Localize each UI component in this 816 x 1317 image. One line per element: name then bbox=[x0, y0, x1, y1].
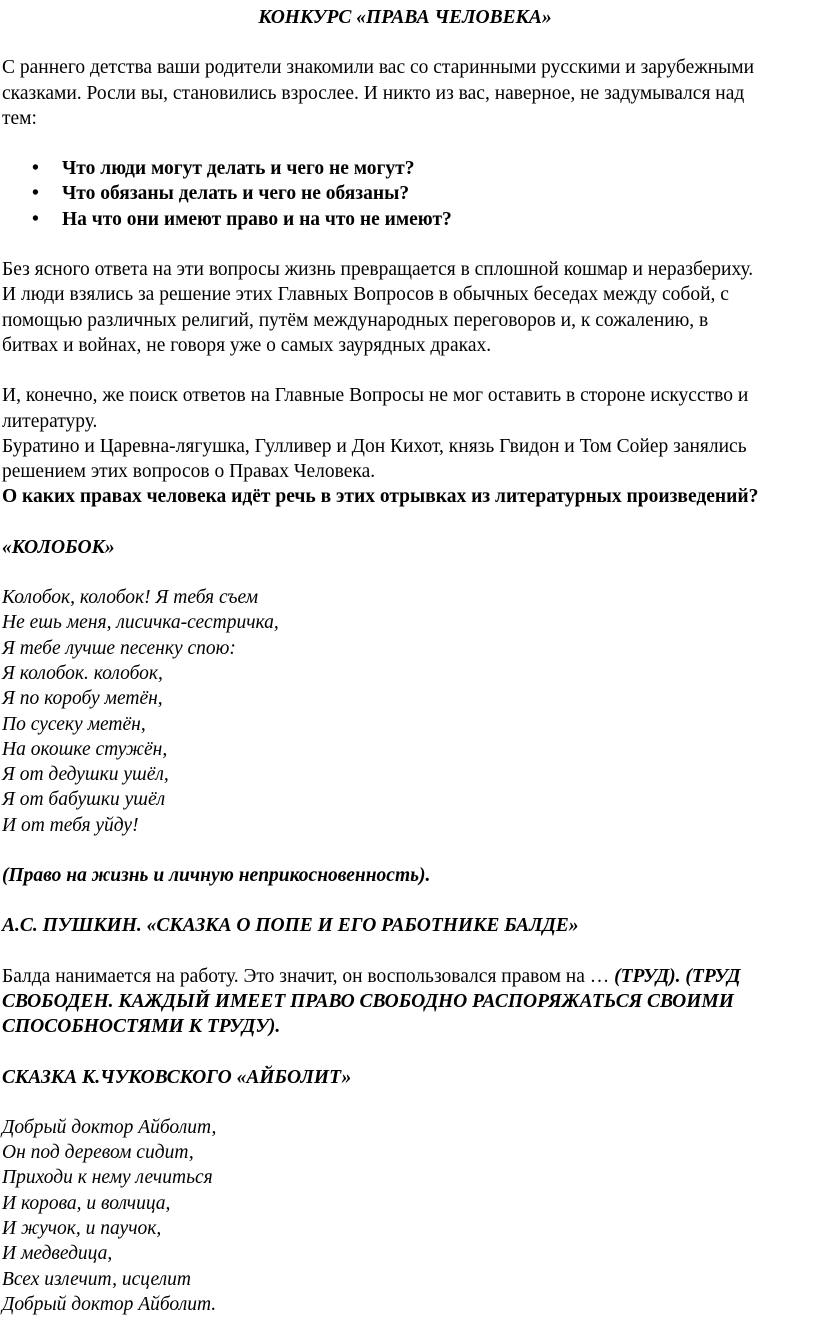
poem-line: Всех излечит, исцелит bbox=[2, 1268, 192, 1290]
paragraph-line: Буратино и Царевна-лягушка, Гулливер и Дон Кихот, князь Гвидон и Том Сойер занялись bbox=[2, 435, 747, 457]
poem-line: Я колобок. колобок, bbox=[2, 662, 163, 684]
poem-line: И жучок, и паучок, bbox=[2, 1217, 162, 1239]
page-title: КОНКУРС «ПРАВА ЧЕЛОВЕКА» bbox=[258, 7, 552, 28]
paragraph-line: Без ясного ответа на эти вопросы жизнь превращается в сплошной кошмар и неразбериху. bbox=[2, 259, 754, 281]
poem-line: Приходи к нему лечиться bbox=[2, 1167, 213, 1189]
paragraph-chaos bbox=[2, 257, 808, 358]
aibolit-heading: СКАЗКА К.ЧУКОВСКОГО «АЙБОЛИТ» bbox=[2, 1066, 352, 1088]
poem-line: По сусеку метён, bbox=[2, 713, 146, 735]
intro-paragraph bbox=[2, 55, 808, 131]
list-item bbox=[32, 156, 808, 181]
kolobok-answer: (Право на жизнь и личную неприкосновенность). bbox=[2, 865, 431, 887]
pushkin-heading: А.С. ПУШКИН. «СКАЗКА О ПОПЕ И ЕГО РАБОТНИКЕ БАЛДЕ» bbox=[2, 915, 579, 937]
paragraph-line: литературу. bbox=[2, 410, 98, 432]
poem-line: И корова, и волчица, bbox=[2, 1192, 171, 1214]
paragraph-line: И, конечно, же поиск ответов на Главные Вопросы не мог оставить в стороне искусство и bbox=[2, 385, 749, 407]
poem-line: Он под деревом сидит, bbox=[2, 1142, 194, 1164]
kolobok-heading: «КОЛОБОК» bbox=[2, 536, 115, 558]
pushkin-answer-line: СПОСОБНОСТЯМИ К ТРУДУ). bbox=[2, 1016, 281, 1038]
pushkin-text: Балда нанимается на работу. Это значит, он воспользовался правом на … bbox=[2, 965, 615, 987]
poem-line: Я тебе лучше песенку спою: bbox=[2, 637, 236, 659]
pushkin-answer: (ТРУД). (ТРУД bbox=[614, 965, 741, 987]
poem-line: Я от дедушки ушёл, bbox=[2, 764, 169, 786]
paragraph-line: И люди взялись за решение этих Главных Вопросов в обычных беседах между собой, с bbox=[2, 284, 729, 306]
pushkin-line bbox=[2, 964, 808, 989]
list-item bbox=[32, 207, 808, 232]
poem-line: И медведица, bbox=[2, 1243, 113, 1265]
paragraph-line: битвах и войнах, не говоря уже о самых заурядных драках. bbox=[2, 334, 492, 356]
poem-line: Не ешь меня, лисичка-сестричка, bbox=[2, 612, 279, 634]
intro-line: тем: bbox=[2, 107, 37, 129]
question-text: На что они имеют право и на что не имеют? bbox=[62, 208, 452, 230]
poem-line: Я по коробу метён, bbox=[2, 688, 163, 710]
list-item bbox=[32, 181, 808, 206]
poem-line: Добрый доктор Айболит, bbox=[2, 1116, 217, 1138]
pushkin-paragraph bbox=[2, 964, 808, 1040]
poem-line: Добрый доктор Айболит. bbox=[2, 1293, 217, 1315]
poem-line: На окошке стужён, bbox=[2, 738, 168, 760]
questions-list bbox=[2, 156, 808, 232]
bullet-icon: • bbox=[32, 158, 39, 180]
poem-line: Колобок, колобок! Я тебя съем bbox=[2, 587, 259, 609]
question-text: Что люди могут делать и чего не могут? bbox=[62, 158, 415, 180]
bullet-icon: • bbox=[32, 208, 39, 230]
paragraph-line: помощью различных религий, путём международных переговоров и, к сожалению, в bbox=[2, 309, 709, 331]
kolobok-poem bbox=[2, 585, 808, 838]
question-text: Что обязаны делать и чего не обязаны? bbox=[62, 183, 410, 205]
aibolit-poem bbox=[2, 1115, 808, 1317]
paragraph-literature bbox=[2, 383, 808, 484]
intro-line: сказками. Росли вы, становились взрослее. И никто из вас, наверное, не задумывался над bbox=[2, 82, 745, 104]
pushkin-answer-line: СВОБОДЕН. КАЖДЫЙ ИМЕЕТ ПРАВО СВОБОДНО РАСПОРЯЖАТЬСЯ СВОИМИ bbox=[2, 990, 734, 1012]
intro-line: С раннего детства ваши родители знакомили вас со старинными русскими и зарубежными bbox=[2, 57, 755, 79]
poem-line: И от тебя уйду! bbox=[2, 814, 139, 836]
bullet-icon: • bbox=[32, 183, 39, 205]
paragraph-line: решением этих вопросов о Правах Человека. bbox=[2, 461, 376, 483]
poem-line: Я от бабушки ушёл bbox=[2, 789, 166, 811]
main-question: О каких правах человека идёт речь в этих отрывках из литературных произведений? bbox=[2, 486, 759, 508]
